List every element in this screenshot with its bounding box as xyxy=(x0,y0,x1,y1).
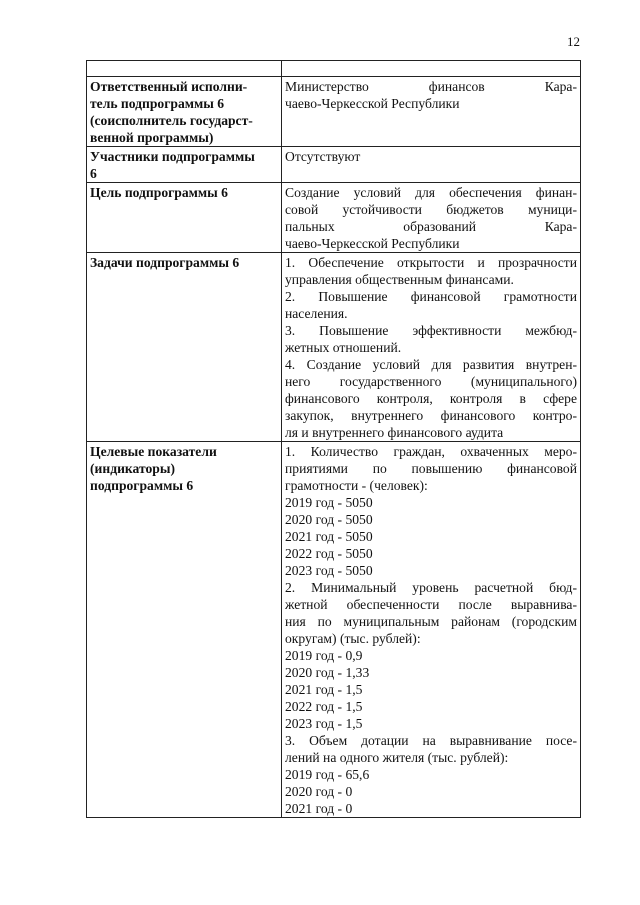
value-line: Отсутствуют xyxy=(285,149,361,164)
value-line: населения. xyxy=(285,306,348,321)
subprogram-passport-table xyxy=(86,60,581,818)
value-line: 3. Повышение эффективности межбюд- xyxy=(285,323,577,338)
row-value-participants xyxy=(282,147,581,183)
row-value-responsible-executor xyxy=(282,77,581,147)
label-line: 6 xyxy=(90,166,97,181)
value-line: 2020 год - 5050 xyxy=(285,512,373,527)
value-line: 2020 год - 0 xyxy=(285,784,353,799)
value-line: округам) (тыс. рублей): xyxy=(285,631,421,646)
label-line: тель подпрограммы 6 xyxy=(90,96,225,111)
value-line: 2019 год - 0,9 xyxy=(285,648,363,663)
label-line: подпрограммы 6 xyxy=(90,478,194,493)
value-line: 2. Повышение финансовой грамотности xyxy=(285,289,577,304)
value-line: 2022 год - 1,5 xyxy=(285,699,363,714)
row-label-target-indicators xyxy=(87,442,282,818)
value-line: жетных отношений. xyxy=(285,340,402,355)
value-line: 1. Количество граждан, охваченных меро- xyxy=(285,444,577,459)
value-line: закупок, внутреннего финансового контро- xyxy=(285,408,577,423)
value-line: 2023 год - 5050 xyxy=(285,563,373,578)
value-line: 2019 год - 65,6 xyxy=(285,767,370,782)
value-line: финансового контроля, контроля в сфере xyxy=(285,391,577,406)
table-row xyxy=(87,183,581,253)
value-line: пальных образований Кара- xyxy=(285,219,577,234)
table-row xyxy=(87,253,581,442)
value-line: 3. Объем дотации на выравнивание посе- xyxy=(285,733,577,748)
table-row xyxy=(87,442,581,818)
value-line: грамотности - (человек): xyxy=(285,478,428,493)
label-line: Задачи подпрограммы 6 xyxy=(90,255,240,270)
value-line: чаево-Черкесской Республики xyxy=(285,236,460,251)
row-value-tasks xyxy=(282,253,581,442)
value-line: ля и внутреннего финансового аудита xyxy=(285,425,504,440)
blank-cell xyxy=(282,61,581,77)
value-line: 2021 год - 5050 xyxy=(285,529,373,544)
table-row xyxy=(87,77,581,147)
value-line: совой устойчивости бюджетов муници- xyxy=(285,202,577,217)
label-line: Ответственный исполни- xyxy=(90,79,248,94)
label-line: венной программы) xyxy=(90,130,214,145)
value-line: 2019 год - 5050 xyxy=(285,495,373,510)
label-line: (соисполнитель государст- xyxy=(90,113,253,128)
row-label-participants xyxy=(87,147,282,183)
row-label-responsible-executor xyxy=(87,77,282,147)
row-value-target-indicators xyxy=(282,442,581,818)
label-line: (индикаторы) xyxy=(90,461,175,476)
value-line: жетной обеспеченности после выравнива- xyxy=(285,597,577,612)
value-line: приятиями по повышению финансовой xyxy=(285,461,577,476)
value-line: Создание условий для обеспечения финан- xyxy=(285,185,577,200)
value-line: 2023 год - 1,5 xyxy=(285,716,363,731)
page-number: 12 xyxy=(567,34,580,49)
value-line: 1. Обеспечение открытости и прозрачности xyxy=(285,255,577,270)
row-value-goal xyxy=(282,183,581,253)
value-line: 2. Минимальный уровень расчетной бюд- xyxy=(285,580,577,595)
row-label-tasks xyxy=(87,253,282,442)
label-line: Участники подпрограммы xyxy=(90,149,255,164)
value-line: 2021 год - 0 xyxy=(285,801,353,816)
label-line: Цель подпрограммы 6 xyxy=(90,185,228,200)
blank-cell xyxy=(87,61,282,77)
value-line: него государственного (муниципального) xyxy=(285,374,577,389)
value-line: ния по муниципальным районам (городским xyxy=(285,614,577,629)
value-line: 2022 год - 5050 xyxy=(285,546,373,561)
table-header-blank-row xyxy=(87,61,581,77)
row-label-goal xyxy=(87,183,282,253)
value-line: Министерство финансов Кара- xyxy=(285,79,577,94)
value-line: управления общественным финансами. xyxy=(285,272,514,287)
label-line: Целевые показатели xyxy=(90,444,217,459)
value-line: чаево-Черкесской Республики xyxy=(285,96,460,111)
value-line: 4. Создание условий для развития внутрен- xyxy=(285,357,577,372)
value-line: 2020 год - 1,33 xyxy=(285,665,370,680)
table-row xyxy=(87,147,581,183)
value-line: 2021 год - 1,5 xyxy=(285,682,363,697)
value-line: лений на одного жителя (тыс. рублей): xyxy=(285,750,509,765)
